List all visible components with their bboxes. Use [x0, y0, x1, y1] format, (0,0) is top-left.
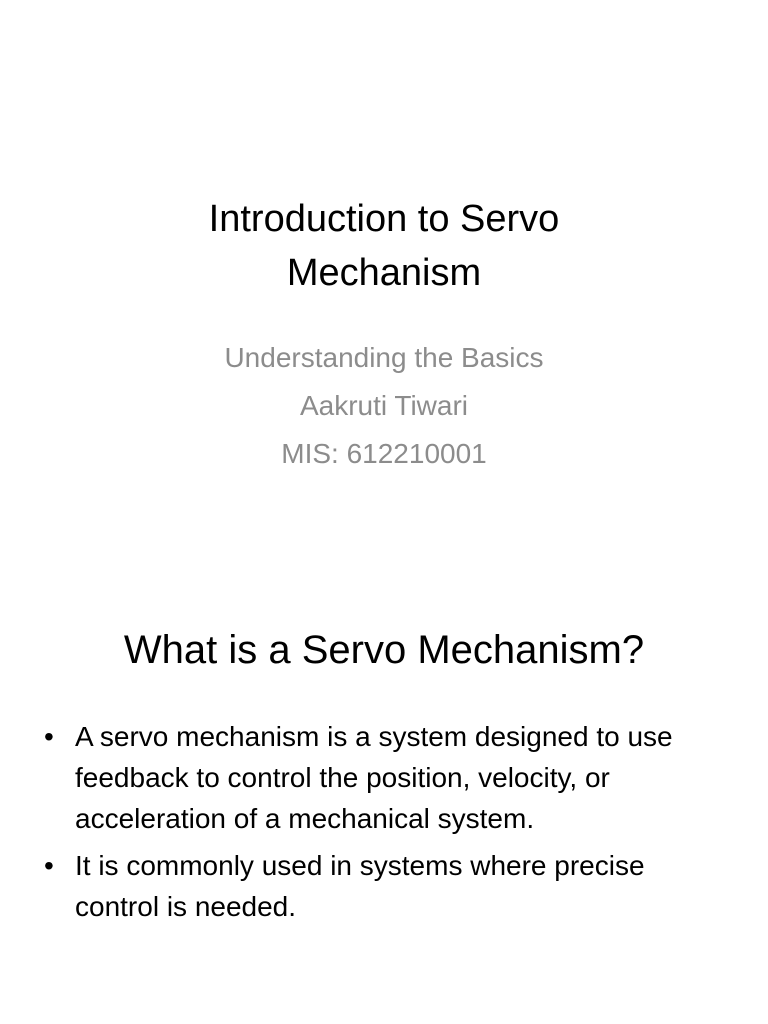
title-line-2: Mechanism: [286, 252, 482, 294]
bullet-text: It is commonly used in systems where precise control is needed.: [75, 850, 645, 922]
bullet-item: [38, 716, 728, 839]
author-name: Aakruti Tiwari: [299, 390, 469, 421]
mis-number: MIS: 612210001: [281, 438, 487, 469]
subtitle-line: Understanding the Basics: [224, 342, 544, 373]
slide-title-heading: [60, 192, 708, 300]
bullet-icon: •: [44, 850, 54, 881]
slide-2-heading: What is a Servo Mechanism?: [123, 628, 645, 672]
title-line-1: Introduction to Servo: [208, 198, 560, 240]
bullet-item: [38, 845, 728, 927]
slide-definition: [0, 512, 768, 1024]
bullet-text: A servo mechanism is a system designed to use feedback to control the position, velocity, or acceleration of a mechanical system.: [75, 721, 673, 834]
bullet-list: [38, 716, 728, 933]
slide-subtitle: [100, 334, 668, 478]
bullet-icon: •: [44, 721, 54, 752]
